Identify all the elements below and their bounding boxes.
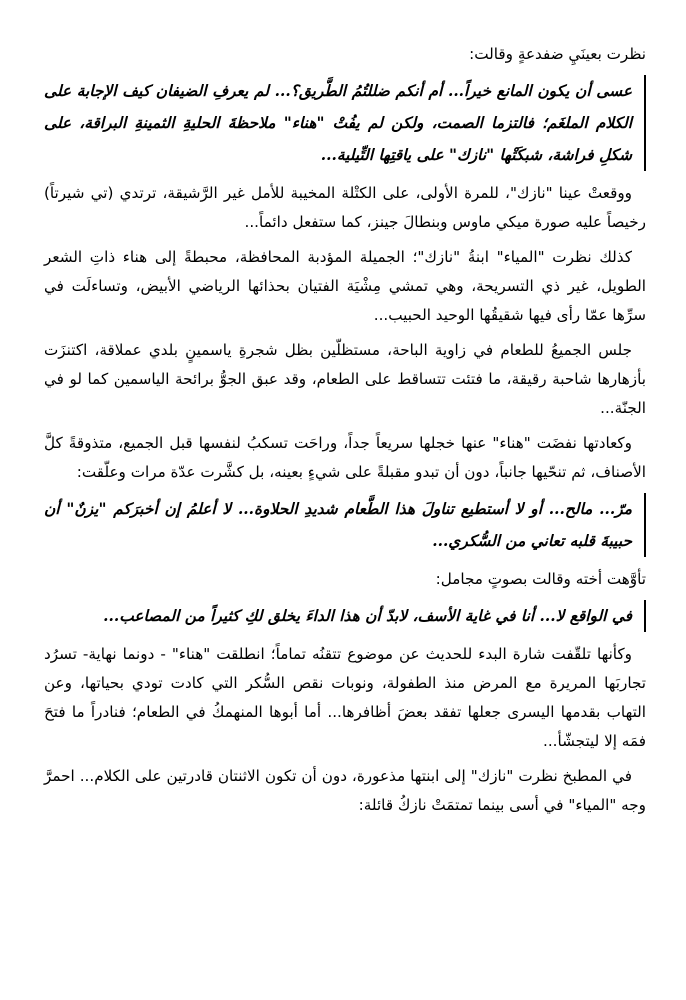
- document-page: [44, 40, 646, 826]
- paragraph-5: تأوَّهت أخته وقالت بصوتٍ مجامل:: [435, 570, 646, 588]
- paragraph-2: كذلك نظرت "المياء" ابنةُ "نازك"؛ الجميلة المؤدبة المحافظة، محبطةً إلى هناء ذاتِ الشعر الطويل، غير ذي التسريحة، وهي تمشي مِشْيَة الفتيان بحذائها الرياضي الأبيض، وتساءلَت في سرِّها عمّا رأى فيها شقيقُها الوحيد الحبيب...: [44, 248, 646, 324]
- paragraph-3: جلس الجميعُ للطعام في زاوية الباحة، مستظلّين بظل شجرةِ ياسمينٍ بلدي عملاقة، اكتنزَت بأزهارها شاحبة رقيقة، ما فتئت تتساقط على الطعام، وقد عبق الجوُّ برائحة الياسمين كما لو في الجنّة...: [44, 341, 646, 417]
- paragraph-4: وكعادتها نفضَت "هناء" عنها خجلها سريعاً جداً، وراحَت تسكبُ لنفسها قبل الجميع، متذوقةً كلَّ الأصناف، ثم تنحّيها جانباً، دون أن تبدو مقبلةً على شيءٍ بعينه، بل كشَّرت عدّة مرات وعلّقت:: [44, 434, 646, 481]
- dialogue-quote-1: عسى أن يكون المانع خيراً... أم أنكم ضللتُمُ الطَّريق؟... لم يعرفِ الضيفان كيف الإجابة على الكلام الملغَم؛ فالتزما الصمت، ولكن لم يفُتْ "هناء" ملاحظةَ الحليةِ الثمينةِ البراقة، على شكلِ فراشة، شبكَتْها "نازك" على ياقتِها التِّيلية...: [44, 75, 646, 171]
- paragraph-6: وكأنها تلقّفت شارة البدء للحديث عن موضوع تتقنُه تماماً؛ انطلقت "هناء" - دونما نهاية- تسرُد تجاربَها المريرة مع المرض منذ الطفولة، ونوبات نقص السُّكر التي كادت تودي بحياتها، وعن التهاب بقدمها اليسرى جعلها تفقد بعضَ أظافرها... أما أبوها المنهمكُ في الطعام؛ فنادراً ما فتحَ فمَه إلا ليتجشّأ...: [44, 645, 646, 750]
- dialogue-quote-3: في الواقع لا... أنا في غاية الأسف، لابدّ أن هذا الداءَ يخلق لكِ كثيراً من المصاعب...: [44, 600, 646, 632]
- intro-line: نظرت بعينَيِ ضفدعةٍ وقالت:: [469, 45, 646, 63]
- dialogue-quote-2: مرّ... مالح... أو لا أستطيع تناولَ هذا الطَّعام شديدِ الحلاوة... لا أعلمُ إن أخبرَكم "يزنٌ" أن حبيبةَ قلبه تعاني من السُّكري...: [44, 493, 646, 557]
- paragraph-1: ووقعتْ عينا "نازك"، للمرة الأولى، على الكتْلة المخيبة للأمل غير الرَّشيقة، ترتدي (تي شيرتاً) رخيصاً عليه صورة ميكي ماوس وبنطالَ جينز، كما ستفعل دائماً...: [44, 184, 646, 231]
- paragraph-7: في المطبخ نظرت "نازك" إلى ابنتها مذعورة، دون أن تكون الاثنتان قادرتين على الكلام... احمرَّ وجه "المياء" في أسى بينما تمتمَتْ نازكُ قائلة:: [44, 767, 646, 814]
